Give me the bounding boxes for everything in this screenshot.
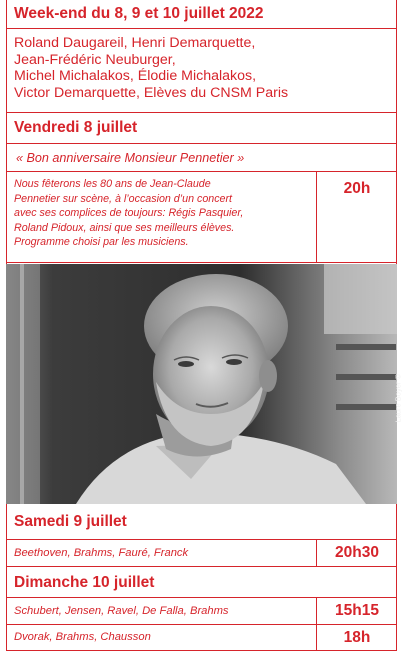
sunday-time: 15h15: [335, 602, 379, 619]
saturday-day-heading: Samedi 9 juillet: [6, 504, 397, 540]
sunday-time-cell: [316, 625, 397, 650]
saturday-time: 20h30: [335, 544, 379, 561]
description-line: avec ses complices de toujours: Régis Pasquier,: [14, 207, 244, 220]
portrait-image: [6, 264, 397, 504]
artists-line: Jean-Frédéric Neuburger,: [14, 51, 176, 68]
friday-time: 20h: [343, 180, 371, 197]
sunday-program: Schubert, Jensen, Ravel, De Falla, Brahms: [14, 605, 229, 617]
description-line: Programme choisi par les musiciens.: [14, 236, 189, 249]
description-line: Nous fêterons les 80 ans de Jean-Claude: [14, 178, 211, 190]
friday-description: [14, 177, 314, 250]
artists-line: Michel Michalakos, Élodie Michalakos,: [14, 68, 257, 85]
sunday-concert-row: [6, 598, 397, 625]
description-line: Roland Pidoux, ainsi que ses meilleurs élèves.: [14, 221, 235, 234]
description-line: Pennetier sur scène, à l’occasion d’un concert: [14, 192, 233, 205]
sunday-concert-row: [6, 625, 397, 651]
portrait-photo: [6, 264, 402, 504]
friday-time-cell: [316, 172, 397, 262]
sunday-time: 18h: [343, 628, 371, 646]
sunday-program: Dvorak, Brahms, Chausson: [14, 631, 151, 643]
saturday-concert-row: [6, 540, 397, 567]
sunday-day-heading: Dimanche 10 juillet: [6, 567, 397, 598]
artists-line: Roland Daugareil, Henri Demarquette,: [14, 35, 256, 51]
friday-concert-title: « Bon anniversaire Monsieur Pennetier »: [6, 144, 397, 172]
photo-credit: Laure Boyer ©: [393, 374, 402, 423]
saturday-program: Beethoven, Brahms, Fauré, Franck: [14, 547, 189, 559]
sunday-time-cell: [316, 598, 397, 624]
artists-list: [6, 29, 397, 113]
weekend-title: Week-end du 8, 9 et 10 juillet 2022: [6, 0, 397, 29]
saturday-time-cell: [316, 540, 397, 566]
friday-concert-row: [6, 172, 397, 263]
friday-day-heading: Vendredi 8 juillet: [6, 113, 397, 144]
artists-line: Victor Demarquette, Elèves du CNSM Paris: [14, 84, 289, 101]
